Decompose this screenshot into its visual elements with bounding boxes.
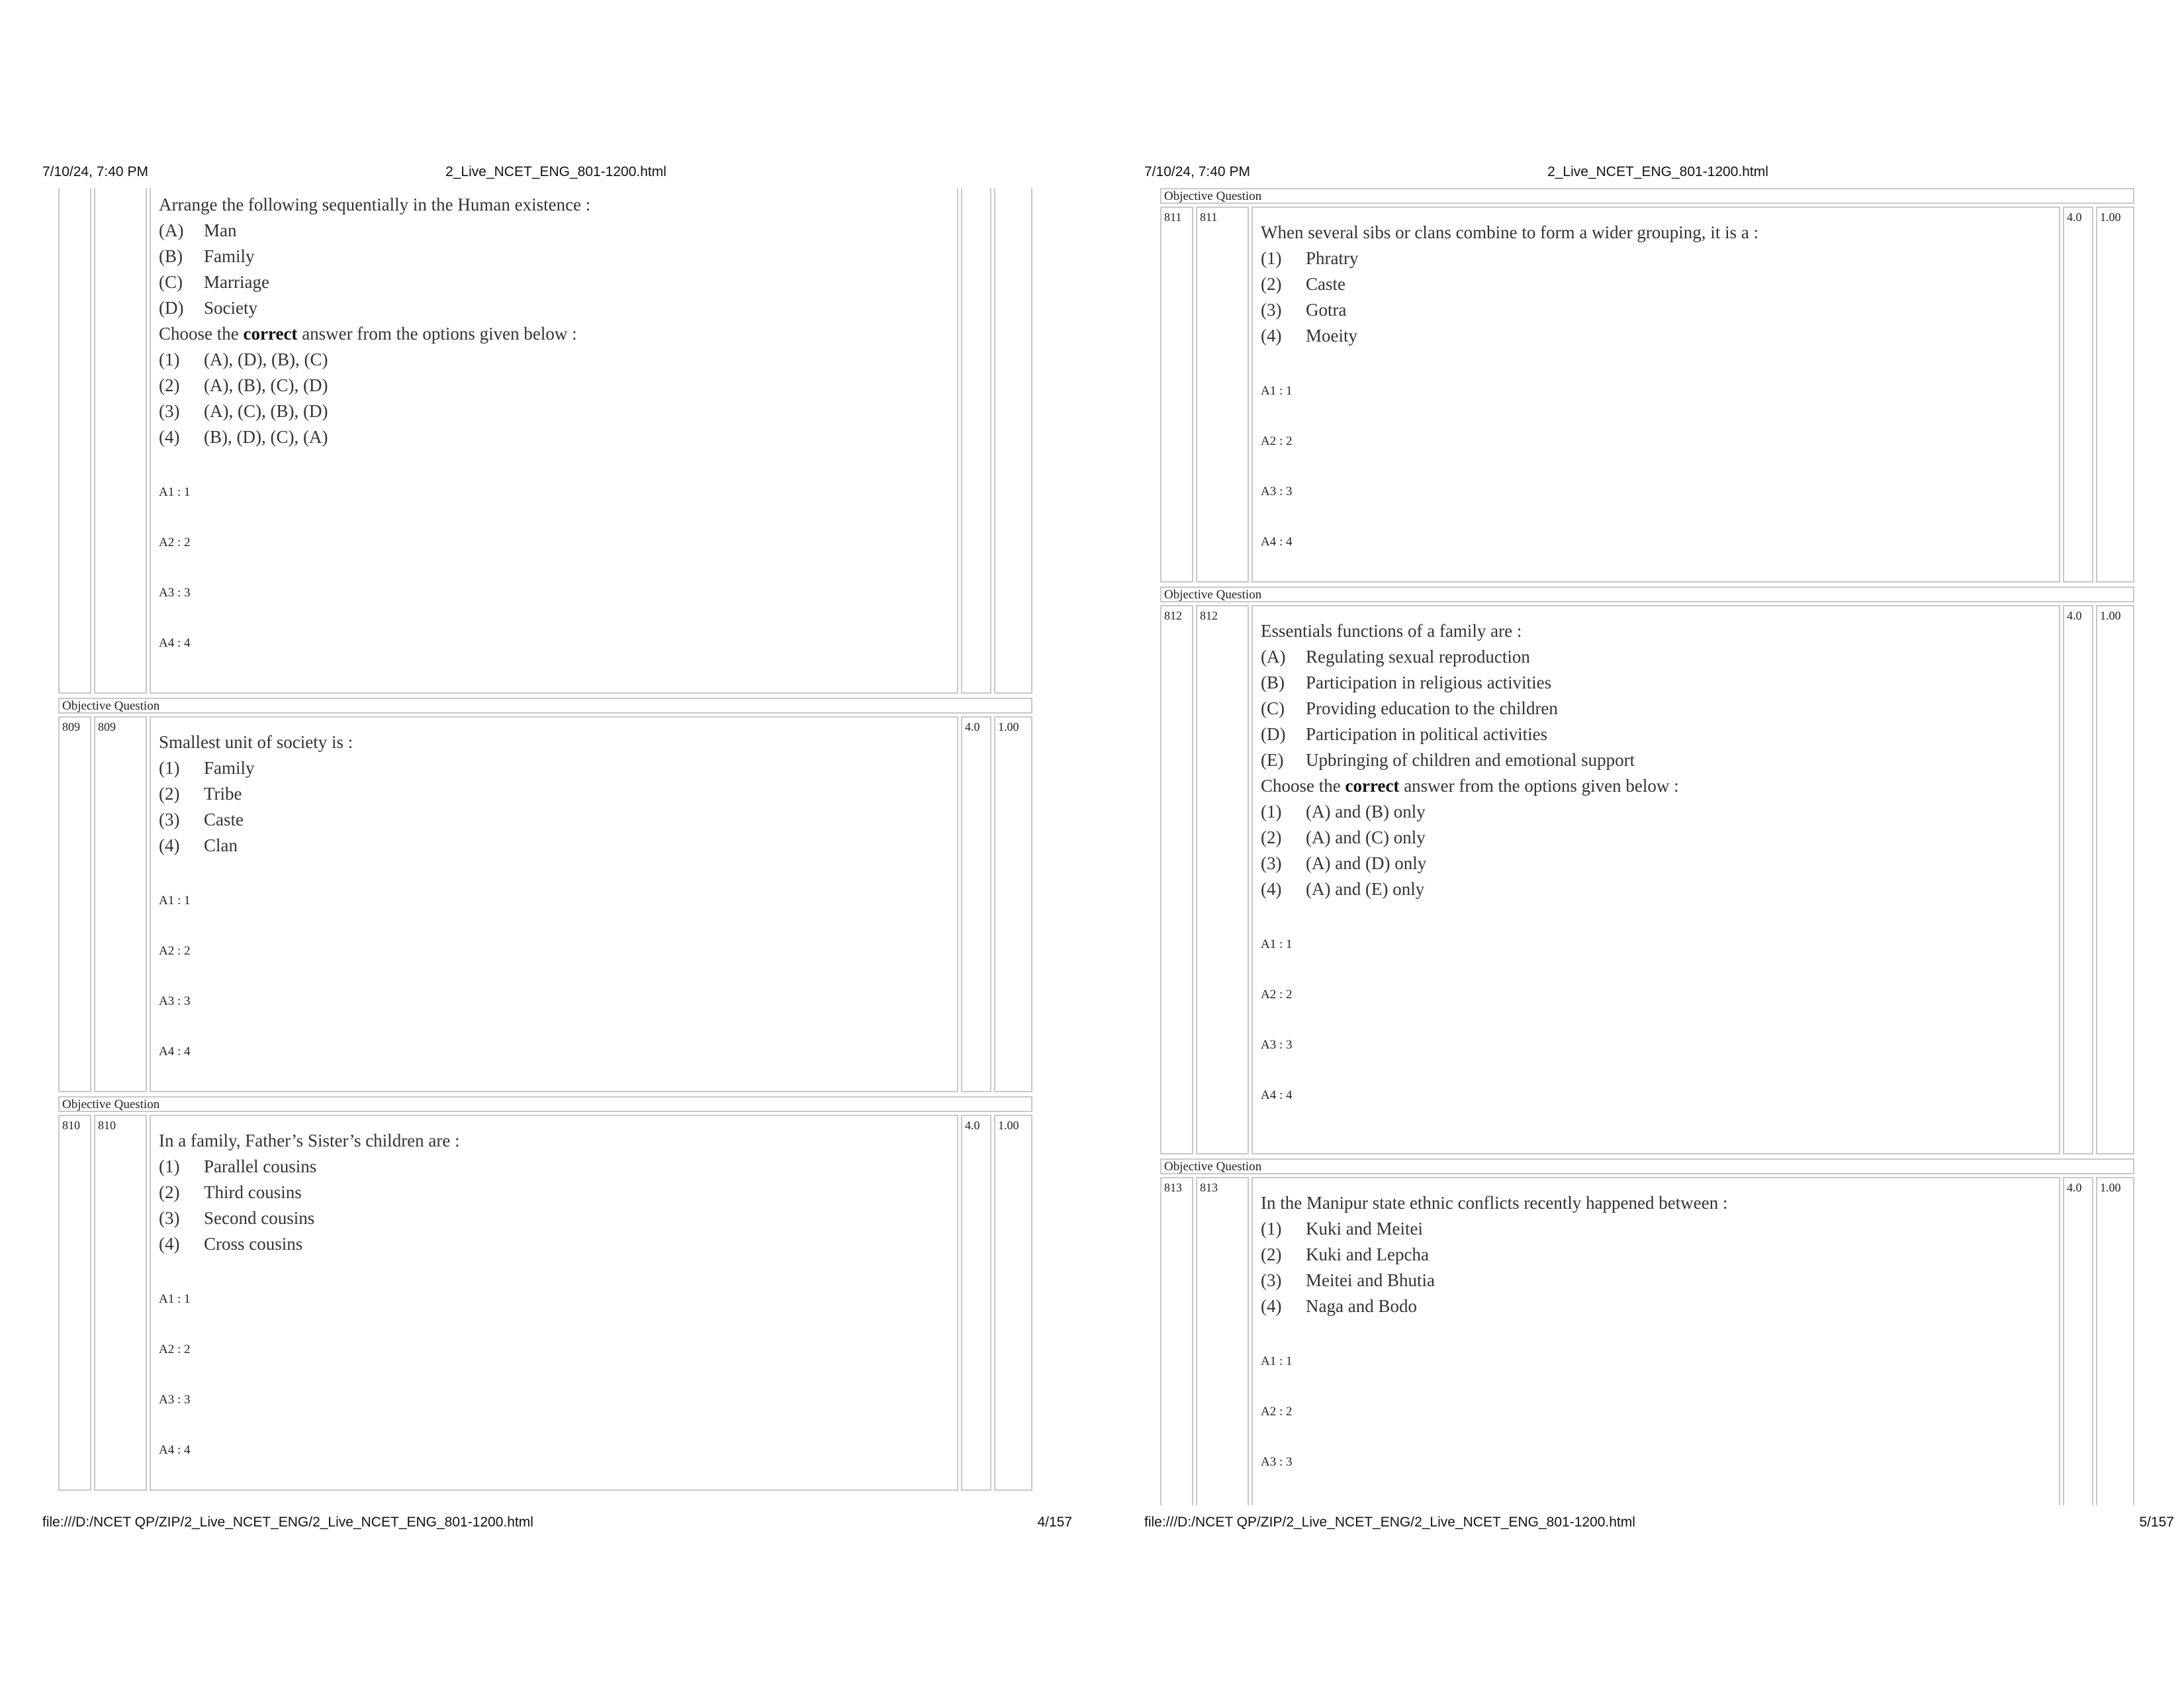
option-2: (2) (A) and (C) only (1261, 827, 1426, 847)
page-number: 4/157 (1037, 1515, 1072, 1530)
answer-key: A4 : 4 (1261, 1088, 1293, 1102)
answer-key: A1 : 1 (1261, 937, 1293, 951)
marks: 4.0 (961, 1115, 991, 1491)
question-number: 811 (1160, 207, 1193, 583)
answer-key: A4 : 4 (159, 1045, 191, 1058)
question-stem: When several sibs or clans combine to form a wider grouping, it is a : (1261, 222, 1759, 242)
print-datetime: 7/10/24, 7:40 PM (42, 164, 148, 179)
question-stem: Arrange the following sequentially in the Human existence : (159, 195, 591, 214)
print-datetime: 7/10/24, 7:40 PM (1144, 164, 1250, 179)
question-body (150, 1115, 958, 1491)
option-1: (1) Family (159, 758, 255, 778)
option-1: (1) Phratry (1261, 248, 1359, 268)
file-path: file:///D:/NCET QP/ZIP/2_Live_NCET_ENG/2_Live_NCET_ENG_801-1200.html (42, 1515, 533, 1530)
question-type-label: Objective Question (58, 698, 1032, 714)
negative-marks: 1.00 (2096, 207, 2134, 583)
answer-key: A1 : 1 (1261, 384, 1293, 398)
answer-key: A1 : 1 (159, 1292, 191, 1306)
list-item: (B) Participation in religious activities (1261, 673, 1552, 692)
marks: 4.0 (961, 716, 991, 1092)
page-number: 5/157 (2139, 1515, 2174, 1530)
question-809 (58, 698, 1032, 1092)
option-4: (4) (B), (D), (C), (A) (159, 427, 328, 447)
answer-key: A1 : 1 (159, 485, 191, 499)
question-number: 809 (58, 716, 91, 1092)
negative-marks-cell (994, 188, 1032, 694)
marks: 4.0 (2063, 605, 2093, 1154)
question-serial-cell (94, 188, 147, 694)
option-3: (3) (A) and (D) only (1261, 853, 1427, 873)
answer-key: A3 : 3 (159, 586, 191, 600)
page-footer (1142, 1515, 2174, 1541)
option-3: (3) Second cousins (159, 1208, 315, 1228)
option-2: (2) Caste (1261, 274, 1345, 294)
question-body (1251, 1177, 2060, 1505)
option-3: (3) Caste (159, 810, 244, 829)
question-body (1251, 207, 2060, 583)
question-serial: 811 (1196, 207, 1249, 583)
answer-key: A2 : 2 (1261, 988, 1293, 1002)
question-serial: 812 (1196, 605, 1249, 1154)
option-2: (2) Third cousins (159, 1182, 302, 1202)
question-813 (1160, 1158, 2134, 1505)
answer-key: A3 : 3 (159, 994, 191, 1008)
list-item: (A) Regulating sexual reproduction (1261, 647, 1530, 667)
question-type-label: Objective Question (1160, 188, 2134, 204)
list-item: (D) Participation in political activities (1261, 724, 1548, 744)
question-810 (58, 1096, 1032, 1491)
question-serial: 813 (1196, 1177, 1249, 1505)
option-2: (2) Tribe (159, 784, 242, 804)
option-4: (4) Moeity (1261, 326, 1357, 346)
choose-instruction: Choose the correct answer from the options given below : (159, 324, 577, 344)
print-filename: 2_Live_NCET_ENG_801-1200.html (445, 164, 666, 179)
option-4: (4) Clan (159, 835, 238, 855)
answer-key: A3 : 3 (1261, 1038, 1293, 1052)
question-body (150, 716, 958, 1092)
question-number: 812 (1160, 605, 1193, 1154)
question-type-label: Objective Question (58, 1096, 1032, 1112)
question-811 (1160, 188, 2134, 583)
answer-key: A3 : 3 (1261, 1455, 1293, 1469)
marks: 4.0 (2063, 207, 2093, 583)
question-stem: In the Manipur state ethnic conflicts recently happened between : (1261, 1193, 1728, 1213)
option-1: (1) Kuki and Meitei (1261, 1219, 1423, 1239)
option-3: (3) (A), (C), (B), (D) (159, 401, 328, 421)
question-serial: 809 (94, 716, 147, 1092)
question-812 (1160, 586, 2134, 1154)
negative-marks: 1.00 (994, 716, 1032, 1092)
marks: 4.0 (2063, 1177, 2093, 1505)
file-path: file:///D:/NCET QP/ZIP/2_Live_NCET_ENG/2_Live_NCET_ENG_801-1200.html (1144, 1515, 1635, 1530)
list-item: (C) Providing education to the children (1261, 698, 1558, 718)
option-1: (1) (A), (D), (B), (C) (159, 350, 328, 369)
answer-key: A4 : 4 (159, 636, 191, 650)
negative-marks: 1.00 (2096, 605, 2134, 1154)
choose-instruction: Choose the correct answer from the options given below : (1261, 776, 1679, 796)
page-left (40, 159, 1072, 1569)
question-808-continued (58, 188, 1032, 694)
question-list (58, 188, 1032, 1491)
option-2: (2) Kuki and Lepcha (1261, 1244, 1429, 1264)
option-1: (1) (A) and (B) only (1261, 802, 1426, 821)
question-type-label: Objective Question (1160, 586, 2134, 602)
answer-key: A2 : 2 (159, 536, 191, 549)
list-item: (A) Man (159, 220, 237, 240)
question-number: 813 (1160, 1177, 1193, 1505)
question-stem: Essentials functions of a family are : (1261, 621, 1522, 641)
question-body (150, 188, 958, 694)
answer-key: A3 : 3 (159, 1393, 191, 1407)
answer-key: A4 : 4 (1261, 535, 1293, 549)
question-serial: 810 (94, 1115, 147, 1491)
question-stem: Smallest unit of society is : (159, 732, 353, 752)
page-header (40, 164, 1072, 191)
page-right (1142, 159, 2174, 1569)
question-number-cell (58, 188, 91, 694)
answer-key: A1 : 1 (159, 894, 191, 908)
answer-key: A1 : 1 (1261, 1354, 1293, 1368)
answer-key: A2 : 2 (159, 1342, 191, 1356)
answer-key: A2 : 2 (1261, 1405, 1293, 1419)
option-2: (2) (A), (B), (C), (D) (159, 375, 328, 395)
marks-cell (961, 188, 991, 694)
print-filename: 2_Live_NCET_ENG_801-1200.html (1547, 164, 1768, 179)
option-3: (3) Meitei and Bhutia (1261, 1270, 1435, 1290)
list-item: (C) Marriage (159, 272, 269, 292)
list-item: (B) Family (159, 246, 255, 266)
list-item: (E) Upbringing of children and emotional support (1261, 750, 1635, 770)
option-4: (4) Cross cousins (159, 1234, 303, 1254)
option-4: (4) Naga and Bodo (1261, 1296, 1417, 1316)
page-footer (40, 1515, 1072, 1541)
question-stem: In a family, Father’s Sister’s children are : (159, 1131, 460, 1150)
option-1: (1) Parallel cousins (159, 1156, 317, 1176)
option-4: (4) (A) and (E) only (1261, 879, 1425, 899)
negative-marks: 1.00 (2096, 1177, 2134, 1505)
question-number: 810 (58, 1115, 91, 1491)
question-body (1251, 605, 2060, 1154)
answer-key: A2 : 2 (1261, 434, 1293, 448)
list-item: (D) Society (159, 298, 257, 318)
option-3: (3) Gotra (1261, 300, 1347, 320)
answer-key: A4 : 4 (159, 1443, 191, 1457)
answer-key: A2 : 2 (159, 944, 191, 958)
page-header (1142, 164, 2174, 191)
question-list (1160, 188, 2134, 1505)
question-type-label: Objective Question (1160, 1158, 2134, 1174)
answer-key: A3 : 3 (1261, 485, 1293, 498)
negative-marks: 1.00 (994, 1115, 1032, 1491)
